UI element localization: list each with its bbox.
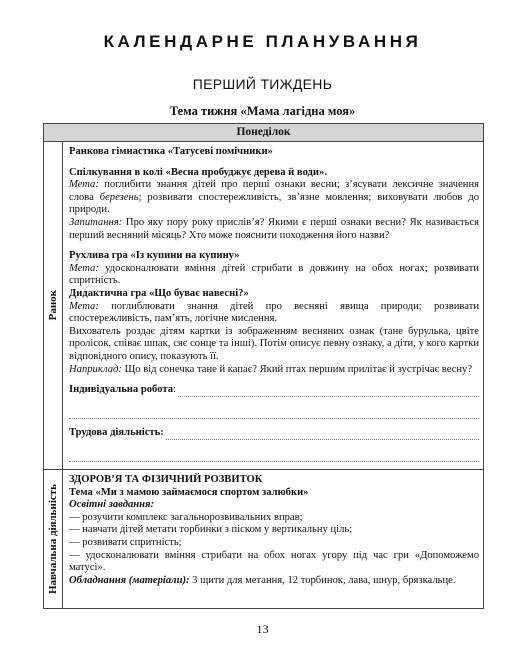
questions-label: Запитання: [69, 216, 123, 228]
individual-work-label: Індивідуальна робота [69, 384, 173, 396]
topic-name: «Ми з мамою займаємося спортом залюбки» [95, 486, 309, 498]
goal-text: поглибити знання дітей про перші ознаки весни; з’ясувати лексичне значення слова [69, 179, 479, 203]
equipment-text: 3 щити для метання, 12 торбинок, лава, шнур, брязкальце. [189, 574, 456, 586]
learning-row-label [44, 470, 62, 608]
learning-content [69, 474, 479, 587]
week-theme [0, 104, 525, 119]
goal-text: поглиблювати знання дітей про весняні явища природи; розвивати спостережливість, пам’ять, логічне мислення. [69, 300, 479, 325]
labor-activity-label: Трудова діяльність: [69, 427, 164, 439]
circle-questions [69, 217, 479, 242]
week-heading: ПЕРШИЙ ТИЖДЕНЬ [192, 76, 333, 92]
theme-name: «Мама лагідна моя» [240, 104, 356, 118]
labor-activity-field[interactable] [166, 429, 479, 440]
didactic-game-goal [69, 301, 479, 326]
individual-work-row: Індивідуальна робота : [69, 384, 479, 397]
didactic-game-title: Дидактична гра «Що буває навесні?» [69, 287, 249, 299]
example-label: Наприклад: [69, 363, 122, 375]
goal-text: ; розвивати спостережливість, зв’язне мовлення; виховувати любов до природи. [69, 191, 479, 216]
section-title: ЗДОРОВ’Я ТА ФІЗИЧНИЙ РОЗВИТОК [69, 474, 263, 485]
equipment [69, 575, 479, 588]
circle-title: Спілкування в колі «Весна пробуджує дерева й води». [69, 166, 327, 178]
morning-row-label [44, 142, 62, 469]
lesson-topic [69, 487, 479, 500]
mobile-game-goal [69, 263, 479, 288]
tasks-label: Освітні завдання: [69, 499, 155, 511]
topic-label: Тема [69, 486, 93, 498]
labor-activity-line[interactable] [69, 450, 479, 463]
goal-label: Мета: [69, 262, 99, 274]
questions-text: Про яку пору року прислів’я? Якими є перші ознаки весни? Як називається перший весняний місяць? Хто може пояснити походження його назви? [69, 216, 479, 241]
plan-table [43, 123, 484, 609]
individual-work-line[interactable] [69, 407, 479, 420]
task-item: — розвивати спритність; [69, 536, 182, 548]
didactic-game-example [69, 364, 479, 377]
mobile-game-title: Рухлива гра «Із купини на купину» [69, 250, 240, 262]
didactic-game-description: Вихователь роздає дітям картки із зображенням весняних ознак (тане бурулька, цвіте пролісок, співає шпак, сяє сонце та інші). Потім описує певну ознаку, а діти, у кого картки відповідного опису, показують її. [69, 325, 479, 362]
example-text: Що від сонечка тане й капає? Який птах першим прилітає й зустрічає весну? [121, 363, 473, 375]
goal-label: Мета: [69, 300, 99, 312]
individual-work-field[interactable] [178, 386, 479, 397]
equipment-label: Обладнання (матеріали): [69, 574, 190, 586]
day-header: Понеділок [44, 124, 483, 142]
learning-label: Навчальна діяльність [47, 483, 59, 594]
page-title: КАЛЕНДАРНЕ ПЛАНУВАННЯ [103, 32, 422, 51]
goal-label: Мета: [69, 179, 99, 191]
task-item: — навчати дітей метати торбинки з піском у вертикальну ціль; [69, 524, 353, 536]
morning-content [69, 146, 479, 462]
morning-label: Ранок [47, 290, 59, 321]
gymnastics-title: Ранкова гімнастика «Татусеві помічники» [69, 146, 273, 157]
theme-label: Тема тижня [169, 104, 238, 118]
goal-word: березень [99, 191, 139, 203]
labor-activity-row [69, 427, 479, 440]
page-number: 13 [256, 622, 269, 636]
circle-goal [69, 179, 479, 217]
task-item: — розучити комплекс загальнорозвивальних вправ; [69, 511, 303, 523]
row-divider [44, 469, 483, 470]
column-divider [62, 142, 63, 608]
task-item: — удосконалювати вміння стрибати на обох ногах угору під час гри «Допоможемо матусі». [69, 549, 479, 574]
goal-text: удосконалювати вміння дітей стрибати в довжину на обох ногах; розвивати спритність. [69, 262, 479, 287]
